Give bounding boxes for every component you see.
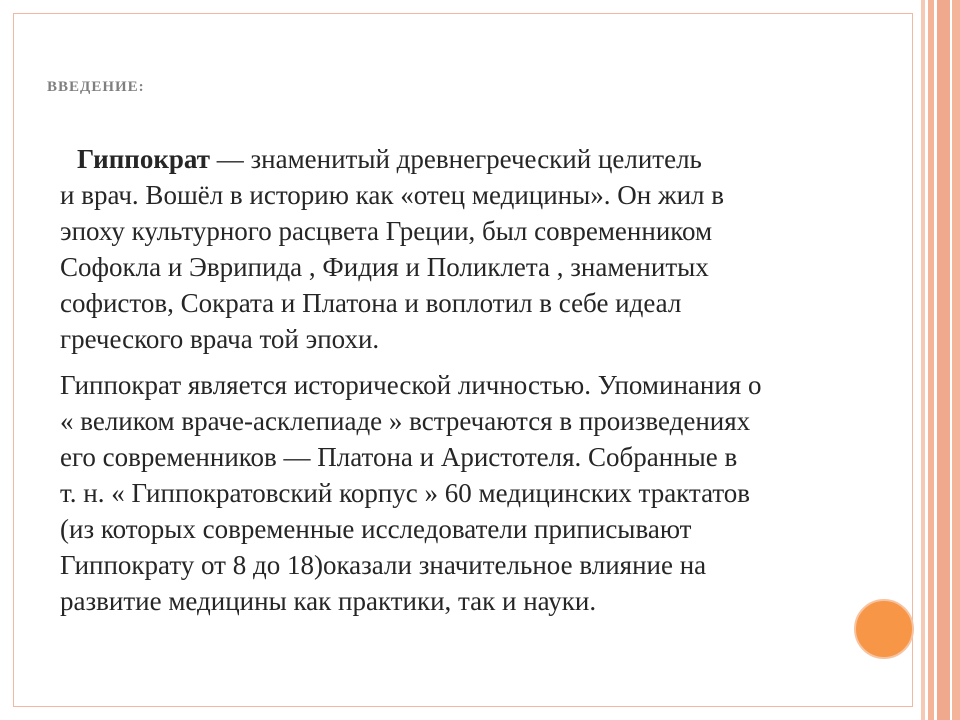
decorative-stripe [921,0,925,720]
decorative-stripe [937,0,950,720]
text-line: его современников — Платона и Аристотеля. Собранные в [60,442,738,472]
text-line: софистов, Сократа и Платона и воплотил в себе идеал [60,288,682,318]
text-line [60,141,890,177]
paragraph-hippocrates-intro [60,141,890,357]
text-line: т. н. « Гиппократовский корпус » 60 медицинских трактатов [60,478,751,508]
text-fragment: — знаменитый древнегреческий целитель [209,144,702,174]
text-line: Гиппократу от 8 до 18)оказали значительное влияние на [60,550,707,580]
decorative-stripe [928,0,934,720]
decorative-stripe [952,0,960,720]
text-line: эпоху культурного расцвета Греции, был современником [60,216,713,246]
text-line: греческого врача той эпохи. [60,324,380,354]
text-line: « великом враче-асклепиаде » встречаются в произведениях [60,406,751,436]
term-hippocrates: Гиппократ [77,144,210,174]
text-line: (из которых современные исследователи приписывают [60,514,692,544]
text-line: Гиппократ является исторической личностью. Упоминания о [60,370,762,400]
text-line: развитие медицины как практики, так и науки. [60,586,597,616]
text-line: и врач. Вошёл в историю как «отец медицины». Он жил в [60,180,725,210]
text-line: Софокла и Эврипида , Фидия и Поликлета , знаменитых [60,252,709,282]
slide-body [60,141,890,619]
slide-title: ВВЕДЕНИЕ: [47,79,145,95]
paragraph-historical-person [60,367,890,619]
orange-circle-decoration [854,599,914,659]
